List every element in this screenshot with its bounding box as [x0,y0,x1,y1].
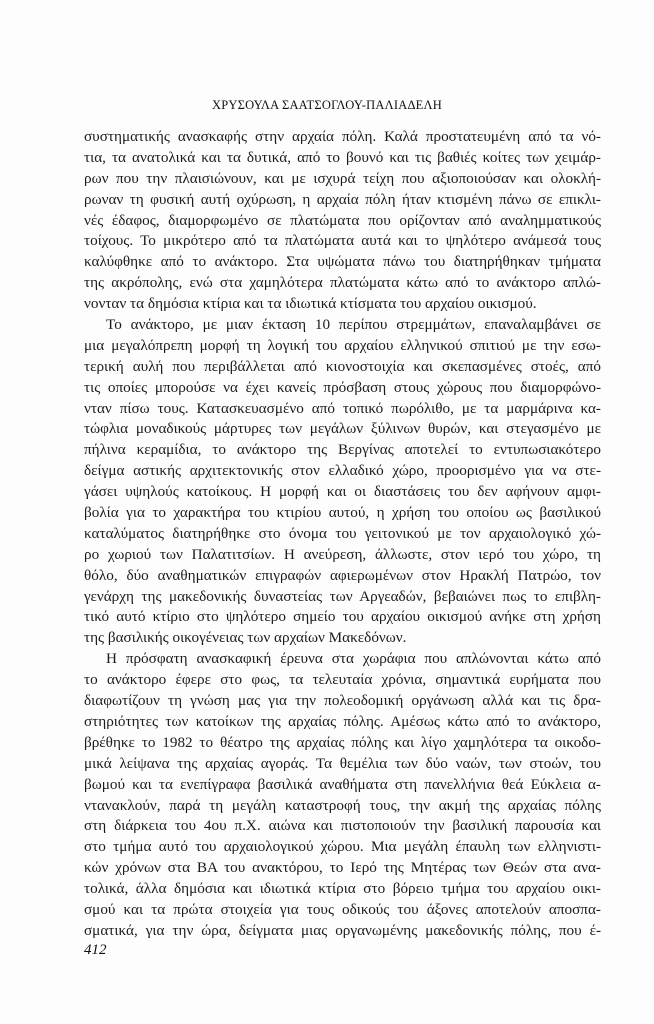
text-line: συστηματικής ανασκαφής στην αρχαία πόλη. Καλά προστατευμένη από τα νό- [84,128,601,145]
text-line: βρέθηκε το 1982 το θέατρο της αρχαίας πόλης και λίγο χαμηλότερα τα οικοδο- [84,733,601,751]
text-line: της βασιλικής οικογένειας των αρχαίων Μακεδόνων. [84,629,407,647]
text-line: διαφωτίζουν τη γνώση μας για την πολεοδομική οργάνωση αλλά και τις δρα- [84,692,601,710]
text-line: τικό αυτό κτίριο στο ψηλότερο σημείο του αρχαίου οικισμού ανήκε στη χρήση [84,608,601,626]
text-line: γενάρχη της μακεδονικής δυναστείας των Αργεαδών, βεβαιώνει πως το επιβλη- [84,587,601,605]
text-line: νές έδαφος, διαμορφωμένο σε πλατώματα που ορίζονταν από αναλημματικούς [84,211,601,229]
paragraph [84,127,601,315]
text-line: στηριότητες των κατοίκων της αρχαίας πόλης. Αμέσως κάτω από το ανάκτορο, [84,712,601,730]
text-line: θόλο, δύο αναθηματικών επιγραφών αφιερωμένων στον Ηρακλή Πατρώο, τον [84,566,601,584]
text-line: γάσει υψηλούς κατοίκους. Η μορφή και οι διαστάσεις του δεν αφήνουν αμφι- [84,483,601,501]
text-line: σματικά, για την ώρα, δείγματα μιας οργανωμένης μακεδονικής πόλης, που έ- [84,921,601,939]
text-line: το ανάκτορο έφερε στο φως, τα τελευταία χρόνια, σημαντικά ευρήματα που [84,671,601,689]
text-line: βωμού και τα ενεπίγραφα βασιλικά αναθήματα στη πανελλήνια θεά Εύκλεια α- [84,775,601,793]
text-line: κών χρόνων στα ΒΑ του ανακτόρου, το Ιερό της Μητέρας των Θεών στα ανα- [84,859,601,877]
text-line: καταλύματος διατηρήθηκε στο όνομα του γειτονικού με τον αρχαιολογικό χώ- [84,524,601,542]
text-line: βολία για το χαρακτήρα του κτιρίου αυτού, η χρήση του οποίου ως βασιλικού [84,504,601,522]
text-line: τώφλια μοναδικούς μάρτυρες των μεγάλων ξύλινων θυρών, και στεγασμένο με [84,420,601,438]
text-line: της ακρόπολης, ενώ στα χαμηλότερα πλατώματα κάτω από το ανάκτορο απλώ- [84,274,601,292]
text-line: καλύφθηκε από το ανάκτορο. Στα υψώματα πάνω του διατηρήθηκαν τμήματα [84,253,601,271]
text-line: τις οποίες μπορούσε να έχει κανείς πρόσβαση στους χώρους που διαμορφώνο- [84,378,601,396]
text-line: Η πρόσφατη ανασκαφική έρευνα στα χωράφια που απλώνονται κάτω από [106,650,601,668]
paragraph [84,315,601,649]
text-line: πήλινα κεραμίδια, το ανάκτορο της Βεργίνας αποτελεί το εντυπωσιακότερο [84,441,601,459]
text-line: νταν πίσω τους. Κατασκευασμένο από τοπικό πωρόλιθο, με τα μαρμάρινα κα- [84,399,601,417]
body-text [84,127,601,942]
text-line: ρωναν τη φυσική αυτή οχύρωση, η αρχαία πόλη ήταν κτισμένη πάνω σε επικλι- [84,190,601,208]
text-line: τερική αυλή που περιβάλλεται από κιονοστοιχία και σκεπασμένες στοές, από [84,357,601,375]
text-line: ρο χωριού των Παλατιτσίων. Η ανεύρεση, άλλωστε, στον ιερό του χώρο, τη [84,545,601,563]
text-line: μικά λείψανα της αρχαίας αγοράς. Τα θεμέλια των δύο ναών, των στοών, του [84,754,601,772]
text-line: τια, τα ανατολικά και τα δυτικά, από το βουνό και τις βαθιές κοίτες των χειμάρ- [84,148,601,166]
text-line: Το ανάκτορο, με μιαν έκταση 10 περίπου στρεμμάτων, επαναλαμβάνει σε [106,316,601,334]
text-line: τοίχους. Το μικρότερο από τα πλατώματα αυτά και το ψηλότερο ανάμεσά τους [84,232,601,250]
running-head: ΧΡΥΣΟΥΛΑ ΣΑΑΤΣΟΓΛΟΥ-ΠΑΛΙΑΔΕΛΗ [211,98,443,112]
paragraph [84,649,601,941]
text-line: μια μεγαλόπρεπη μορφή τη λογική του αρχαίου ελληνικού σπιτιού με την εσω- [84,336,601,354]
text-line: στο τμήμα αυτό του αρχαιολογικού χώρου. Μια μεγάλη έπαυλη των ελληνιστι- [84,838,601,856]
text-line: νονταν τα δημόσια κτίρια και τα ιδιωτικά κτίσματα του αρχαίου οικισμού. [84,295,537,313]
text-line: δείγμα αστικής αρχιτεκτονικής στον ελλαδικό χώρο, προορισμένο για να στε- [84,462,601,480]
text-line: ρων που την πλαισιώνουν, και με ισχυρά τείχη που αξιοποιούσαν και ολοκλή- [84,169,601,187]
text-line: ντανακλούν, παρά τη μεγάλη καταστροφή τους, την ακμή της αρχαίας πόλης [84,796,601,814]
paragraphs [84,127,601,942]
text-line: σμού και τα πρώτα στοιχεία για τους οδικούς του άξονες αποτελούν αποσπα- [84,900,601,918]
text-line: στη διάρκεια του 4ου π.Χ. αιώνα και πιστοποιούν την βασιλική παρουσία και [84,817,601,835]
page-number: 412 [84,942,107,958]
text-line: τολικά, άλλα δημόσια και ιδιωτικά κτίρια στο βόρειο τμήμα του αρχαίου οικι- [84,880,601,898]
